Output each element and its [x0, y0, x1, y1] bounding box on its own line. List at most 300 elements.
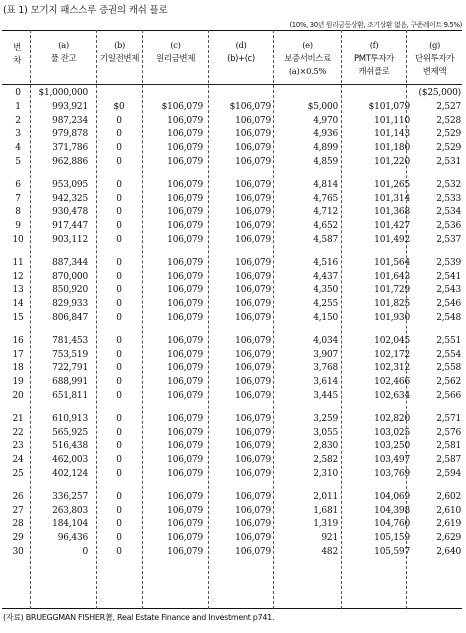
cell-unit-investor-payment: 2,566 — [436, 391, 461, 401]
table-row — [0, 532, 466, 545]
cell-unit-investor-payment: 2,537 — [436, 235, 461, 245]
cell-service-fee: 3,768 — [313, 363, 338, 374]
cell-investor-cashflow: 101,729 — [374, 285, 410, 296]
cell-prepayment: 0 — [116, 413, 122, 424]
cell-unit-investor-payment: 2,541 — [436, 271, 461, 282]
cell-unit-investor-payment: 2,543 — [436, 285, 461, 296]
cell-prepayment: 0 — [116, 519, 122, 530]
cell-service-fee: 2,830 — [313, 441, 338, 452]
table-row — [0, 546, 466, 559]
cell-prepayment: 0 — [116, 193, 122, 204]
cell-total-payment: 106,079 — [235, 427, 271, 438]
cell-service-fee: 4,765 — [313, 193, 338, 204]
cell-investor-cashflow: 101,427 — [374, 221, 410, 232]
table-row — [0, 427, 466, 440]
table-row — [0, 87, 466, 100]
cell-investor-cashflow: 105,597 — [374, 547, 410, 557]
table-row — [0, 179, 466, 192]
cell-unit-investor-payment: 2,529 — [436, 129, 461, 140]
cell-total-payment: 106,079 — [235, 491, 271, 502]
table-row — [0, 142, 466, 155]
cell-pool-balance: 336,257 — [52, 491, 88, 502]
cell-unit-investor-payment: 2,532 — [436, 179, 461, 190]
cell-total-payment: 106,079 — [235, 129, 271, 140]
cell-total-payment: $106,079 — [229, 101, 271, 112]
cell-service-fee: 4,587 — [313, 235, 338, 245]
table-row — [0, 298, 466, 311]
cell-pool-balance: 953,095 — [52, 179, 88, 190]
cell-prepayment: 0 — [116, 441, 122, 452]
cell-unit-investor-payment: 2,594 — [436, 469, 461, 479]
cell-pool-balance: 651,811 — [52, 391, 88, 401]
cell-pool-balance: 96,436 — [57, 533, 88, 544]
cell-pool-balance: 987,234 — [52, 115, 88, 126]
table-row — [0, 234, 466, 247]
cell-prepayment: 0 — [116, 455, 122, 466]
cell-service-fee: 4,899 — [313, 143, 338, 154]
cell-principal-interest: 106,079 — [167, 533, 203, 544]
cell-investor-cashflow: 101,368 — [374, 207, 410, 218]
cell-principal-interest: 106,079 — [167, 271, 203, 282]
cell-pool-balance: 402,124 — [52, 469, 88, 479]
cell-period: 15 — [12, 313, 24, 323]
header-letter: 번 — [13, 43, 21, 53]
cell-investor-cashflow: 103,025 — [374, 427, 410, 438]
cell-service-fee: 921 — [321, 533, 338, 544]
cell-principal-interest: 106,079 — [167, 335, 203, 346]
cell-principal-interest: 106,079 — [167, 313, 203, 323]
cell-investor-cashflow: 102,312 — [374, 363, 410, 374]
cell-investor-cashflow: 101,643 — [374, 271, 410, 282]
cell-total-payment: 106,079 — [235, 271, 271, 282]
cell-unit-investor-payment: 2,554 — [436, 349, 461, 360]
cell-period: 27 — [12, 505, 24, 516]
cell-total-payment: 106,079 — [235, 519, 271, 530]
cell-unit-investor-payment: ($25,000) — [418, 88, 461, 98]
cell-service-fee: 2,582 — [313, 455, 338, 466]
cell-total-payment: 106,079 — [235, 377, 271, 388]
cell-total-payment: 106,079 — [235, 349, 271, 360]
cell-investor-cashflow: 104,069 — [374, 491, 410, 502]
cell-pool-balance: 917,447 — [52, 221, 88, 232]
cell-period: 19 — [12, 377, 24, 388]
cell-pool-balance: 610,913 — [52, 413, 88, 424]
cell-principal-interest: 106,079 — [167, 427, 203, 438]
cell-pool-balance: 930,478 — [52, 207, 88, 218]
cell-total-payment: 106,079 — [235, 413, 271, 424]
table-row — [0, 257, 466, 270]
header-letter: (g) — [429, 41, 440, 51]
cell-unit-investor-payment: 2,587 — [436, 455, 461, 466]
cell-unit-investor-payment: 2,629 — [436, 533, 461, 544]
cell-investor-cashflow: 101,564 — [374, 257, 410, 268]
cell-principal-interest: 106,079 — [167, 207, 203, 218]
cell-investor-cashflow: 102,634 — [374, 391, 410, 401]
cell-pool-balance: 0 — [82, 547, 88, 557]
cell-pool-balance: 565,925 — [52, 427, 88, 438]
cell-principal-interest: 106,079 — [167, 469, 203, 479]
cell-principal-interest: 106,079 — [167, 505, 203, 516]
cell-prepayment: 0 — [116, 491, 122, 502]
cell-period: 8 — [15, 207, 21, 218]
cell-investor-cashflow: 101,143 — [374, 129, 410, 140]
cell-investor-cashflow: 102,820 — [374, 413, 410, 424]
cell-pool-balance: 462,003 — [52, 455, 88, 466]
cell-investor-cashflow: 101,314 — [374, 193, 410, 204]
cell-total-payment: 106,079 — [235, 391, 271, 401]
cell-period: 23 — [12, 441, 24, 452]
cell-prepayment: 0 — [116, 221, 122, 232]
cell-principal-interest: 106,079 — [167, 157, 203, 167]
cell-period: 3 — [15, 129, 21, 140]
cell-unit-investor-payment: 2,576 — [436, 427, 461, 438]
header-divider — [2, 84, 462, 85]
cell-principal-interest: 106,079 — [167, 257, 203, 268]
cell-principal-interest: 106,079 — [167, 519, 203, 530]
header-label: 원리금변제 — [155, 54, 196, 64]
cell-pool-balance: 722,791 — [52, 363, 88, 374]
source-note: (자료) BRUEGGMAN FISHER著, Real Estate Finance and Investment p741. — [3, 613, 275, 622]
cell-principal-interest: 106,079 — [167, 143, 203, 154]
cell-period: 5 — [15, 157, 21, 167]
cell-total-payment: 106,079 — [235, 335, 271, 346]
cell-total-payment: 106,079 — [235, 235, 271, 245]
cell-unit-investor-payment: 2,619 — [436, 519, 461, 530]
cell-total-payment: 106,079 — [235, 299, 271, 310]
cell-principal-interest: 106,079 — [167, 285, 203, 296]
cell-prepayment: 0 — [116, 235, 122, 245]
cell-investor-cashflow: 104,760 — [374, 519, 410, 530]
cell-investor-cashflow: 102,045 — [374, 335, 410, 346]
cell-principal-interest: 106,079 — [167, 441, 203, 452]
cell-investor-cashflow: 103,250 — [374, 441, 410, 452]
cell-unit-investor-payment: 2,640 — [436, 547, 461, 557]
cell-prepayment: 0 — [116, 143, 122, 154]
cell-pool-balance: 942,325 — [52, 193, 88, 204]
cell-principal-interest: 106,079 — [167, 299, 203, 310]
header-cell-d — [209, 40, 273, 66]
cell-prepayment: 0 — [116, 335, 122, 346]
table-row — [0, 376, 466, 389]
cell-pool-balance: 829,933 — [52, 299, 88, 310]
cell-prepayment: 0 — [116, 115, 122, 126]
table-row — [0, 491, 466, 504]
cell-pool-balance: 688,991 — [52, 377, 88, 388]
cell-total-payment: 106,079 — [235, 455, 271, 466]
cell-prepayment: $0 — [113, 101, 125, 112]
cell-service-fee: 4,437 — [313, 271, 338, 282]
cell-unit-investor-payment: 2,571 — [436, 413, 461, 424]
cell-unit-investor-payment: 2,551 — [436, 335, 461, 346]
cell-principal-interest: 106,079 — [167, 547, 203, 557]
cell-total-payment: 106,079 — [235, 143, 271, 154]
cell-period: 30 — [12, 547, 24, 557]
cell-total-payment: 106,079 — [235, 193, 271, 204]
table-row — [0, 362, 466, 375]
cell-service-fee: 3,614 — [313, 377, 338, 388]
cell-prepayment: 0 — [116, 377, 122, 388]
cell-period: 16 — [12, 335, 24, 346]
cell-total-payment: 106,079 — [235, 285, 271, 296]
cell-total-payment: 106,079 — [235, 469, 271, 479]
table-row — [0, 335, 466, 348]
cell-prepayment: 0 — [116, 179, 122, 190]
cell-unit-investor-payment: 2,610 — [436, 505, 461, 516]
cell-prepayment: 0 — [116, 533, 122, 544]
cell-prepayment: 0 — [116, 363, 122, 374]
header-label: 보증서비스료 — [284, 54, 331, 64]
cell-service-fee: 3,445 — [313, 391, 338, 401]
cell-total-payment: 106,079 — [235, 179, 271, 190]
cell-service-fee: 4,516 — [313, 257, 338, 268]
header-letter: (c) — [170, 41, 181, 51]
table-row — [0, 413, 466, 426]
table-row — [0, 271, 466, 284]
header-label: 기일전변제 — [99, 54, 140, 64]
cell-pool-balance: 903,112 — [52, 235, 88, 245]
cell-prepayment: 0 — [116, 257, 122, 268]
cell-principal-interest: 106,079 — [167, 115, 203, 126]
cell-period: 22 — [12, 427, 24, 438]
cell-service-fee: 4,255 — [313, 299, 338, 310]
cell-period: 10 — [12, 235, 24, 245]
cell-pool-balance: 753,519 — [52, 349, 88, 360]
cell-service-fee: 2,011 — [313, 491, 338, 502]
cell-period: 4 — [15, 143, 21, 154]
cell-prepayment: 0 — [116, 271, 122, 282]
header-letter: (e) — [302, 41, 313, 51]
cell-total-payment: 106,079 — [235, 505, 271, 516]
cell-prepayment: 0 — [116, 157, 122, 167]
table-row — [0, 390, 466, 403]
cell-prepayment: 0 — [116, 299, 122, 310]
cell-investor-cashflow: 105,159 — [374, 533, 410, 544]
cell-principal-interest: 106,079 — [167, 455, 203, 466]
cell-period: 21 — [12, 413, 24, 424]
cell-principal-interest: 106,079 — [167, 129, 203, 140]
header-letter: (b) — [114, 41, 125, 51]
cell-unit-investor-payment: 2,536 — [436, 221, 461, 232]
cell-period: 14 — [12, 299, 24, 310]
header-cell-f — [342, 40, 406, 79]
cell-investor-cashflow: 103,769 — [374, 469, 410, 479]
cell-pool-balance: 806,847 — [52, 313, 88, 323]
cell-investor-cashflow: 101,825 — [374, 299, 410, 310]
cell-service-fee: 4,652 — [313, 221, 338, 232]
cell-unit-investor-payment: 2,528 — [436, 115, 461, 126]
cell-period: 24 — [12, 455, 24, 466]
cell-principal-interest: 106,079 — [167, 491, 203, 502]
header-cell-c — [143, 40, 208, 66]
cell-pool-balance: 870,000 — [52, 271, 88, 282]
cell-investor-cashflow: $101,079 — [368, 101, 410, 112]
table-note: (10%, 30년 원리금등상환, 조기상환 없음, 구준레이트 9.5%) — [289, 21, 462, 29]
cell-prepayment: 0 — [116, 427, 122, 438]
cell-service-fee: 1,681 — [313, 505, 338, 516]
cell-period: 12 — [12, 271, 24, 282]
cell-principal-interest: 106,079 — [167, 349, 203, 360]
cell-unit-investor-payment: 2,546 — [436, 299, 461, 310]
cell-investor-cashflow: 103,497 — [374, 455, 410, 466]
cell-pool-balance: $1,000,000 — [38, 88, 88, 98]
cell-unit-investor-payment: 2,581 — [436, 441, 461, 452]
header-sublabel: 캐쉬플로 — [358, 67, 390, 77]
cell-period: 7 — [15, 193, 21, 204]
cell-principal-interest: 106,079 — [167, 363, 203, 374]
cell-unit-investor-payment: 2,539 — [436, 257, 461, 268]
header-label: 차 — [13, 56, 21, 66]
table-row — [0, 284, 466, 297]
cell-principal-interest: 106,079 — [167, 391, 203, 401]
header-label: PMT투자가 — [354, 54, 394, 64]
cell-service-fee: 4,350 — [313, 285, 338, 296]
table-row — [0, 128, 466, 141]
cell-principal-interest: 106,079 — [167, 179, 203, 190]
table-row — [0, 518, 466, 531]
table-row — [0, 193, 466, 206]
cell-pool-balance: 184,104 — [52, 519, 88, 530]
cell-unit-investor-payment: 2,534 — [436, 207, 461, 218]
cell-prepayment: 0 — [116, 469, 122, 479]
cell-principal-interest: 106,079 — [167, 413, 203, 424]
table-row — [0, 454, 466, 467]
cell-unit-investor-payment: 2,602 — [436, 491, 461, 502]
cell-pool-balance: 887,344 — [52, 257, 88, 268]
header-cell-a — [31, 40, 96, 66]
cell-unit-investor-payment: 2,529 — [436, 143, 461, 154]
cell-period: 0 — [15, 88, 21, 98]
cell-period: 1 — [15, 101, 21, 112]
cell-period: 11 — [12, 257, 24, 268]
cell-prepayment: 0 — [116, 207, 122, 218]
header-label: 단위투자가 — [414, 54, 455, 64]
cell-unit-investor-payment: 2,527 — [436, 101, 461, 112]
cell-total-payment: 106,079 — [235, 221, 271, 232]
header-cell-period — [4, 42, 30, 68]
cell-total-payment: 106,079 — [235, 441, 271, 452]
cell-service-fee: 4,936 — [313, 129, 338, 140]
table-row — [0, 468, 466, 481]
table-row — [0, 505, 466, 518]
cell-service-fee: 4,859 — [313, 157, 338, 167]
header-letter: (d) — [235, 41, 247, 51]
cell-unit-investor-payment: 2,548 — [436, 313, 461, 323]
cell-period: 20 — [12, 391, 24, 401]
cell-investor-cashflow: 101,220 — [374, 157, 410, 167]
header-cell-e — [274, 40, 341, 79]
cell-service-fee: 3,907 — [313, 349, 338, 360]
cell-unit-investor-payment: 2,531 — [436, 157, 461, 167]
table-row — [0, 312, 466, 325]
cell-prepayment: 0 — [116, 313, 122, 323]
cell-prepayment: 0 — [116, 505, 122, 516]
cell-prepayment: 0 — [116, 391, 122, 401]
cell-period: 25 — [12, 469, 24, 479]
header-letter: (a) — [58, 41, 69, 51]
cell-service-fee: 4,970 — [313, 115, 338, 126]
cell-principal-interest: 106,079 — [167, 193, 203, 204]
cell-pool-balance: 979,878 — [52, 129, 88, 140]
cell-period: 2 — [15, 115, 21, 126]
table-row — [0, 156, 466, 169]
cell-pool-balance: 781,453 — [52, 335, 88, 346]
cell-period: 26 — [12, 491, 24, 502]
cell-investor-cashflow: 102,172 — [374, 349, 410, 360]
table-row — [0, 349, 466, 362]
cell-prepayment: 0 — [116, 547, 122, 557]
header-label: 풀 잔고 — [50, 54, 77, 64]
cell-investor-cashflow: 101,265 — [374, 179, 410, 190]
cell-unit-investor-payment: 2,533 — [436, 193, 461, 204]
table-row — [0, 220, 466, 233]
cell-prepayment: 0 — [116, 285, 122, 296]
header-sublabel: 변제액 — [422, 67, 447, 77]
header-label: (b)+(c) — [227, 54, 255, 64]
cell-pool-balance: 516,438 — [52, 441, 88, 452]
cell-total-payment: 106,079 — [235, 533, 271, 544]
cell-principal-interest: 106,079 — [167, 221, 203, 232]
cell-pool-balance: 263,803 — [52, 505, 88, 516]
table-title: (표 1) 모기지 패스스루 증권의 캐쉬 플로 — [3, 5, 168, 16]
cell-period: 13 — [12, 285, 24, 296]
cell-unit-investor-payment: 2,562 — [436, 377, 461, 388]
header-cell-g — [407, 40, 462, 79]
cell-investor-cashflow: 101,930 — [374, 313, 410, 323]
cell-service-fee: 4,814 — [313, 179, 338, 190]
cell-principal-interest: $106,079 — [161, 101, 203, 112]
table-row — [0, 440, 466, 453]
cell-investor-cashflow: 101,492 — [374, 235, 410, 245]
table-row — [0, 101, 466, 114]
cell-service-fee: 4,712 — [313, 207, 338, 218]
cell-service-fee: 2,310 — [313, 469, 338, 479]
table-row — [0, 206, 466, 219]
cell-service-fee: $5,000 — [307, 101, 338, 112]
cell-prepayment: 0 — [116, 349, 122, 360]
cell-service-fee: 4,150 — [313, 313, 338, 323]
cell-total-payment: 106,079 — [235, 547, 271, 557]
cell-service-fee: 3,055 — [313, 427, 338, 438]
cell-period: 17 — [12, 349, 24, 360]
cell-pool-balance: 993,921 — [52, 101, 88, 112]
cell-period: 6 — [15, 179, 21, 190]
header-sublabel: (a)×0.5% — [288, 67, 327, 77]
cell-pool-balance: 371,786 — [52, 143, 88, 154]
cell-principal-interest: 106,079 — [167, 377, 203, 388]
cell-principal-interest: 106,079 — [167, 235, 203, 245]
cell-total-payment: 106,079 — [235, 313, 271, 323]
cell-investor-cashflow: 101,110 — [374, 115, 410, 126]
cell-investor-cashflow: 104,398 — [374, 505, 410, 516]
cell-total-payment: 106,079 — [235, 115, 271, 126]
cell-unit-investor-payment: 2,558 — [436, 363, 461, 374]
header-letter: (f) — [369, 41, 379, 51]
cell-service-fee: 3,259 — [313, 413, 338, 424]
cell-service-fee: 482 — [321, 547, 338, 557]
cell-investor-cashflow: 101,180 — [374, 143, 410, 154]
cell-service-fee: 4,034 — [313, 335, 338, 346]
header-cell-b — [97, 40, 142, 66]
cell-prepayment: 0 — [116, 129, 122, 140]
table-row — [0, 115, 466, 128]
cell-total-payment: 106,079 — [235, 363, 271, 374]
cell-pool-balance: 850,920 — [52, 285, 88, 296]
cell-period: 28 — [12, 519, 24, 530]
cell-total-payment: 106,079 — [235, 207, 271, 218]
cell-total-payment: 106,079 — [235, 157, 271, 167]
cell-service-fee: 1,319 — [313, 519, 338, 530]
cell-investor-cashflow: 102,466 — [374, 377, 410, 388]
